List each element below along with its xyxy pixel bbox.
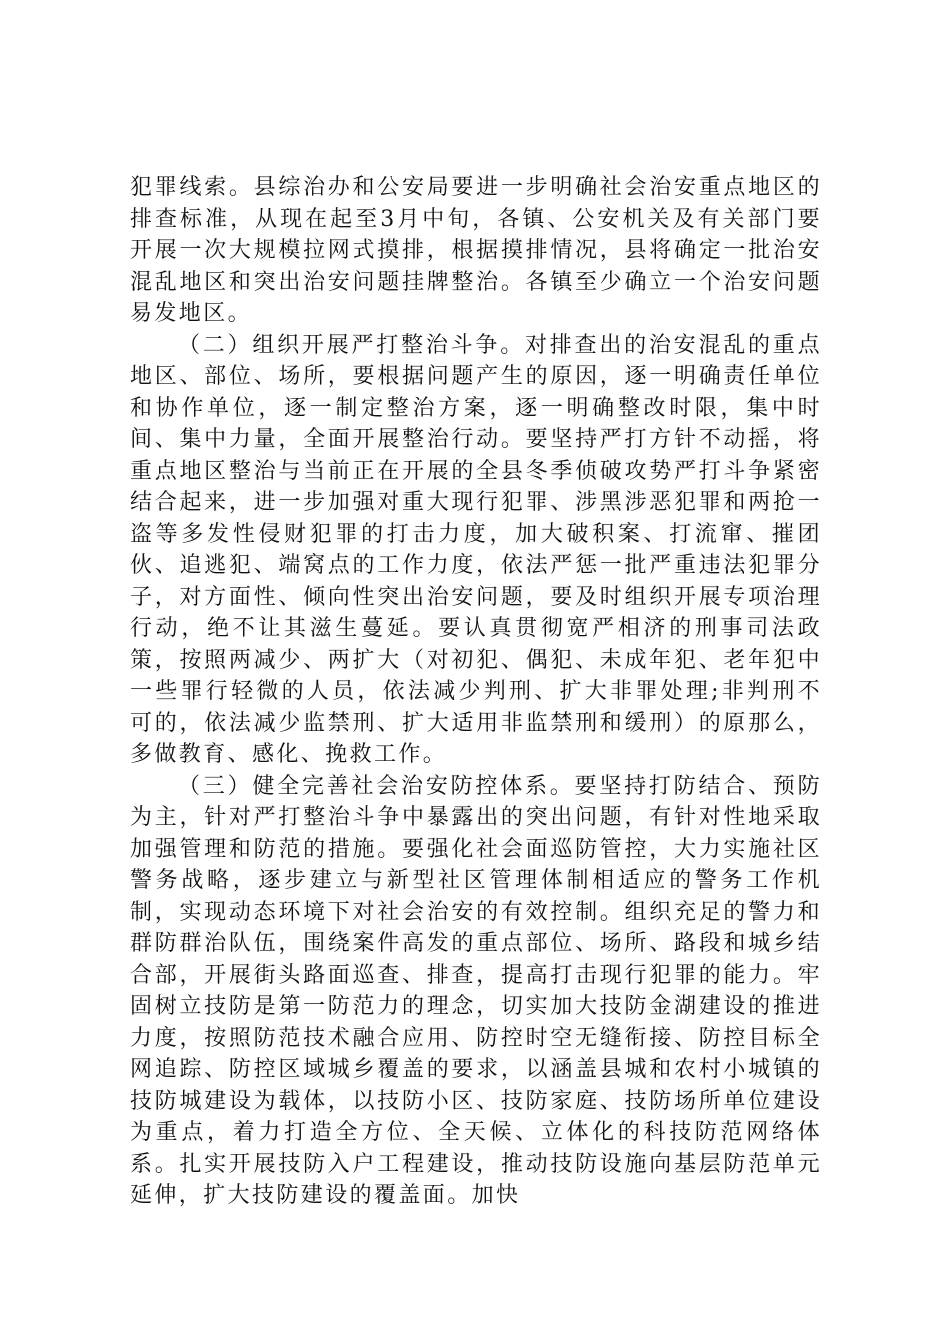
paragraph-continuation: 犯罪线索。县综治办和公安局要进一步明确社会治安重点地区的排查标准，从现在起至3月中旬，各镇、公安机关及有关部门要开展一次大规模拉网式摸排，根据摸排情况，县将确定一批治安混乱地区和突出治安问题挂牌整治。各镇至少确立一个治安问题易发地区。 [130, 175, 822, 326]
paragraph-section-2: （二）组织开展严打整治斗争。对排查出的治安混乱的重点地区、部位、场所，要根据问题产生的原因，逐一明确责任单位和协作单位，逐一制定整治方案，逐一明确整改时限，集中时间、集中力量，全面开展整治行动。要坚持严打方针不动摇，将重点地区整治与当前正在开展的全县冬季侦破攻势严打斗争紧密结合起来，进一步加强对重大现行犯罪、涉黑涉恶犯罪和两抢一盗等多发性侵财犯罪的打击力度，加大破积案、打流窜、摧团伙、追逃犯、端窝点的工作力度，依法严惩一批严重违法犯罪分子，对方面性、倾向性突出治安问题，要及时组织开展专项治理行动，绝不让其滋生蔓延。要认真贯彻宽严相济的刑事司法政策，按照两减少、两扩大（对初犯、偶犯、未成年犯、老年犯中一些罪行轻微的人员，依法减少判刑、扩大非罪处理;非判刑不可的，依法减少监禁刑、扩大适用非监禁刑和缓刑）的原那么，多做教育、感化、挽救工作。 [130, 332, 822, 767]
document-body [130, 172, 822, 1212]
paragraph-section-3: （三）健全完善社会治安防控体系。要坚持打防结合、预防为主，针对严打整治斗争中暴露出的突出问题，有针对性地采取加强管理和防范的措施。要强化社会面巡防管控，大力实施社区警务战略，逐步建立与新型社区管理体制相适应的警务工作机制，实现动态环境下对社会治安的有效控制。组织充足的警力和群防群治队伍，围绕案件高发的重点部位、场所、路段和城乡结合部，开展街头路面巡查、排查，提高打击现行犯罪的能力。牢固树立技防是第一防范力的理念，切实加大技防金湖建设的推进力度，按照防范技术融合应用、防控时空无缝衔接、防控目标全网追踪、防控区域城乡覆盖的要求，以涵盖县城和农村小城镇的技防城建设为载体，以技防小区、技防家庭、技防场所单位建设为重点，着力打造全方位、全天候、立体化的科技防范网络体系。扎实开展技防入户工程建设，推动技防设施向基层防范单元延伸，扩大技防建设的覆盖面。加快 [130, 773, 822, 1208]
